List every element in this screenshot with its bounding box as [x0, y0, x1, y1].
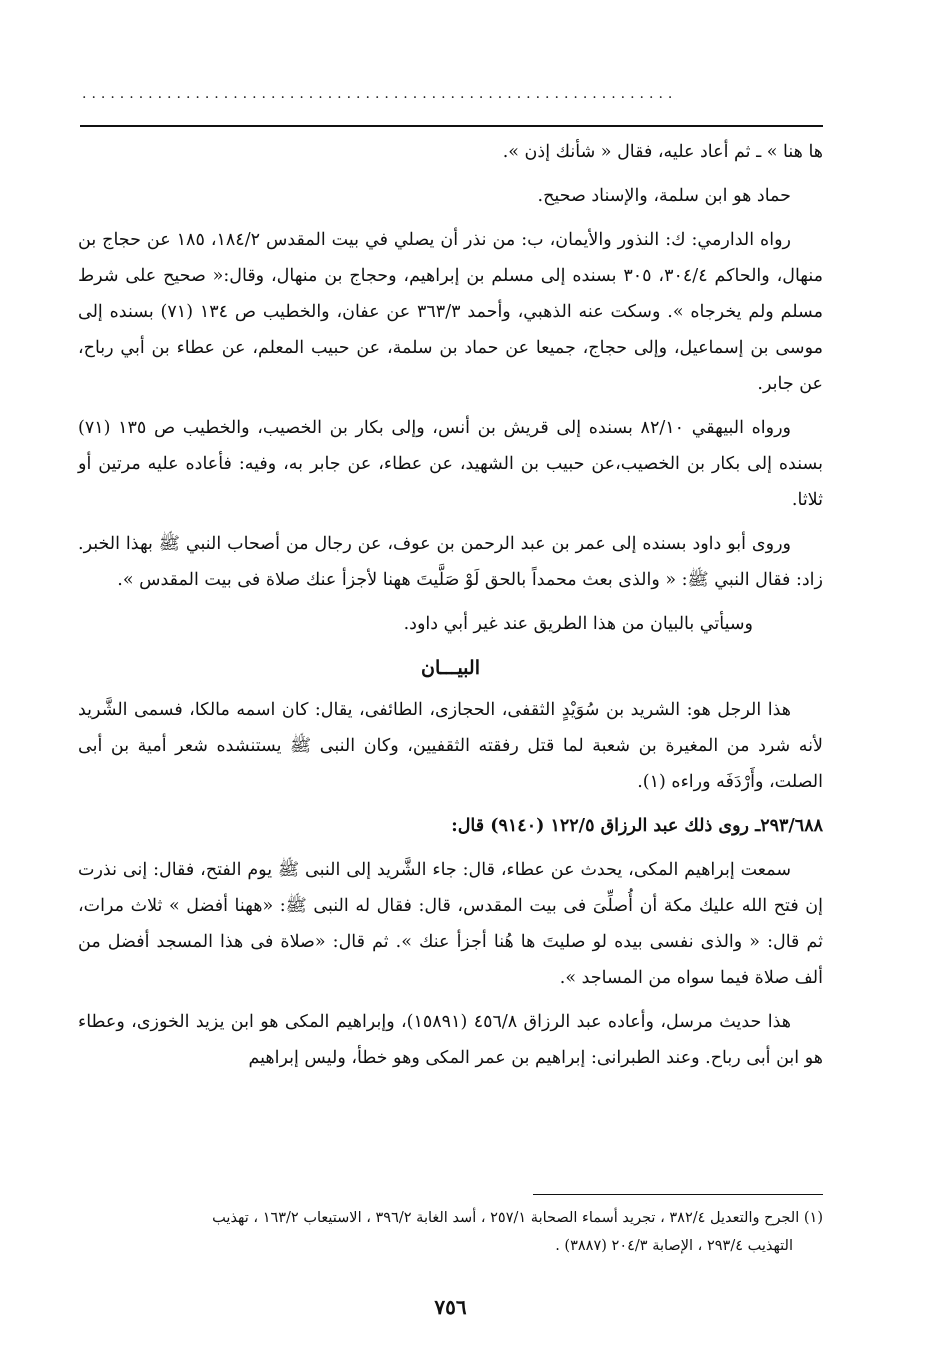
footnote-line-1: (١) الجرح والتعديل ٣٨٢/٤ ، تجريد أسماء الصحابة ٢٥٧/١ ، أسد الغابة ٣٩٦/٢ ، الاستيعاب ١٦٣/٢ ، تهذيب — [212, 1210, 823, 1226]
header-dotted-line: ............................................................... — [82, 86, 678, 102]
header-rule — [80, 125, 823, 127]
footnote-rule — [533, 1194, 823, 1195]
paragraph-10: هذا حديث مرسل، وأعاده عبد الرزاق ٤٥٦/٨ (١٥٨٩١)، وإبراهيم المكى هو ابن يزيد الخوزى، وعطاء هو ابن أبى رباح. وعند الطبرانى: إبراهيم بن عمر المكى وهو خطأ، وليس إبراهيم — [78, 1012, 823, 1068]
footnote — [78, 1204, 823, 1260]
page-number: ٧٥٦ — [434, 1295, 467, 1319]
paragraph-9: سمعت إبراهيم المكى، يحدث عن عطاء، قال: جاء الشَّريد إلى النبى ﷺ يوم الفتح، فقال: إنى نذرت إن فتح الله عليك مكة أن أُصلِّىَ فى بيت المقدس، قال: فقال له النبى ﷺ: «ههنا أفضل » ثلاث مرات، ثم قال: « والذى نفسى بيده لو صليتَ ها هُنا أجزأ عنك ». ثم قال: «صلاة فى هذا المسجد أفضل من ألف صلاة فيما سواه من المساجد ». — [78, 860, 823, 988]
book-page — [78, 0, 823, 1368]
section-heading: البيـــان — [421, 657, 480, 679]
paragraph-2: حماد هو ابن سلمة، والإسناد صحيح. — [537, 186, 791, 206]
hadith-number-line: ٢٩٣/٦٨٨ـ روى ذلك عبد الرزاق ١٢٢/٥ (٩١٤٠) قال: — [451, 816, 823, 836]
paragraph-3: رواه الدارمي: ك: النذور والأيمان، ب: من نذر أن يصلي في بيت المقدس ١٨٤/٢، ١٨٥ عن حجاج بن منهال، والحاكم ٣٠٤/٤، ٣٠٥ بسنده إلى مسلم بن إبراهيم، وحجاج بن منهال، وقال:« صحيح على شرط مسلم ولم يخرجاه ». وسكت عنه الذهبي، وأحمد ٣٦٣/٣ عن عفان، والخطيب ص ١٣٤ (٧١) بسنده إلى موسى بن إسماعيل، وإلى حجاج، جميعا عن حماد بن سلمة، عن حبيب المعلم، عن عطاء بن أبي رباح، عن جابر. — [78, 230, 824, 394]
paragraph-6: وسيأتي بالبيان من هذا الطريق عند غير أبي داود. — [403, 614, 753, 634]
paragraph-4: ورواه البيهقي ٨٢/١٠ بسنده إلى قريش بن أنس، وإلى بكار بن الخصيب، والخطيب ص ١٣٥ (٧١) بسنده إلى بكار بن الخصيب،عن حبيب بن الشهيد، عن عطاء، عن جابر به، وفيه: فأعاده عليه مرتين أو ثلاثا. — [78, 418, 823, 510]
paragraph-1: ها هنا » ـ ثم أعاد عليه، فقال « شأنك إذن ». — [502, 142, 823, 162]
paragraph-5: وروى أبو داود بسنده إلى عمر بن عبد الرحمن بن عوف، عن رجال من أصحاب النبي ﷺ بهذا الخبر. زاد: فقال النبي ﷺ: « والذى بعث محمداً بالحق لَوْ صَلَّيتَ ههنا لأجزأ عنك صلاة فى بيت المقدس ». — [78, 534, 823, 590]
main-text — [78, 134, 823, 1084]
paragraph-7: هذا الرجل هو: الشريد بن سُوَيْدٍ الثقفى، الحجازى، الطائفى، يقال: كان اسمه مالكا، فسمى الشَّريد لأنه شرد من المغيرة بن شعبة لما قتل رفقته الثقفيين، وكان النبى ﷺ يستنشده شعر أمية بن أبى الصلت، وأَرْدَفَه وراءه (١). — [78, 700, 823, 792]
footnote-line-2: التهذيب ٢٩٣/٤ ، الإصابة ٢٠٤/٣ (٣٨٨٧) . — [555, 1238, 793, 1254]
